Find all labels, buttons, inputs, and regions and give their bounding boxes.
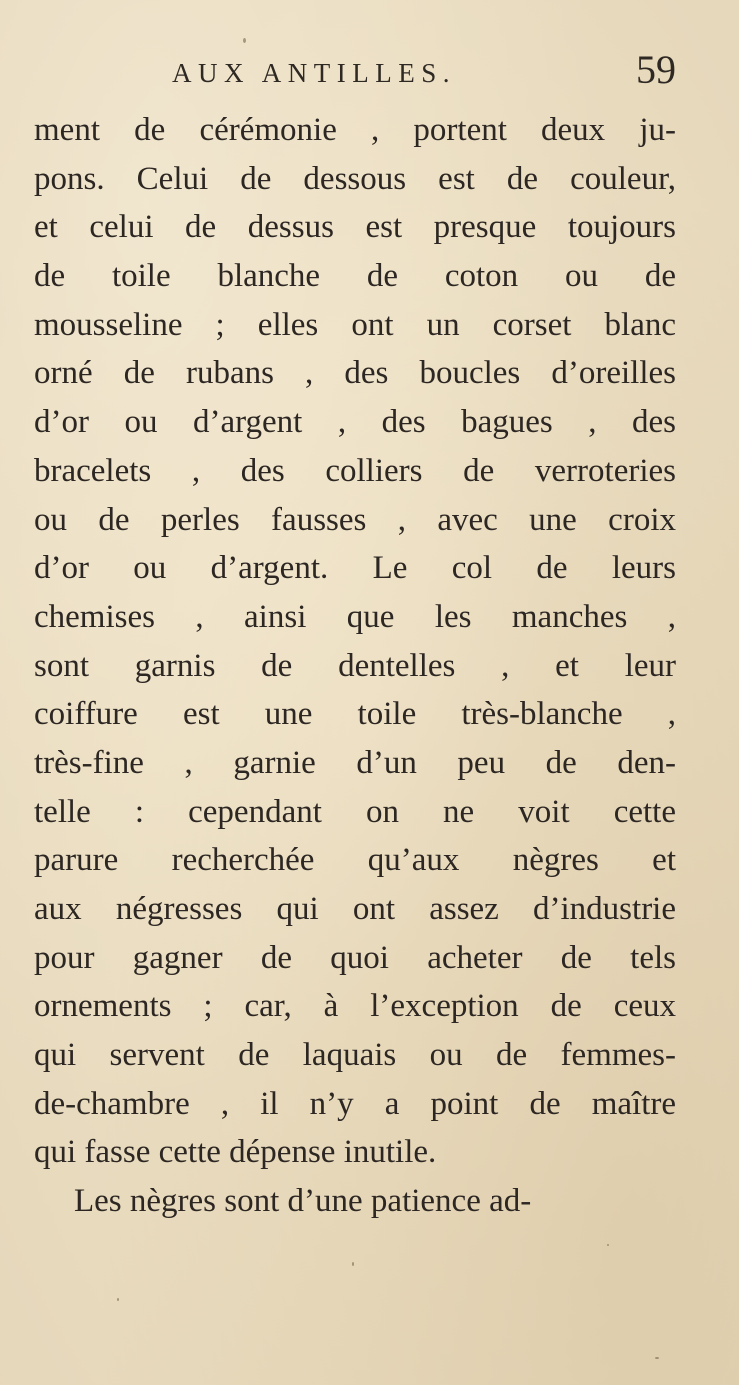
text-line: orné de rubans , des boucles d’oreilles [34, 355, 676, 392]
text-line: chemises , ainsi que les manches , [34, 598, 676, 635]
text-line: qui fasse cette dépense inutile. [34, 1134, 437, 1171]
paper-speck [607, 1244, 609, 1246]
text-line: mousseline ; elles ont un corset blanc [34, 306, 676, 343]
text-line: très-fine , garnie d’un peu de den- [34, 744, 676, 781]
text-line: de toile blanche de coton ou de [34, 258, 676, 295]
page-number: 59 [636, 47, 676, 92]
text-line: de-chambre , il n’y a point de maître [34, 1085, 676, 1122]
text-line: pons. Celui de dessous est de couleur, [34, 160, 676, 197]
text-line: pour gagner de quoi acheter de tels [34, 939, 676, 976]
text-line: telle : cependant on ne voit cette [34, 793, 676, 830]
text-line: ornements ; car, à l’exception de ceux [34, 988, 676, 1025]
text-line: coiffure est une toile très-blanche , [34, 696, 676, 733]
text-line: ou de perles fausses , avec une croix [34, 501, 676, 538]
body-text [34, 106, 676, 1226]
text-line: bracelets , des colliers de verroteries [34, 452, 676, 489]
text-line: sont garnis de dentelles , et leur [34, 647, 676, 684]
text-line: d’or ou d’argent , des bagues , des [34, 404, 676, 441]
running-title: AUX ANTILLES. [172, 58, 456, 88]
paper-speck [352, 1262, 354, 1266]
running-head [34, 47, 676, 102]
paper-speck [243, 38, 246, 43]
text-line: d’or ou d’argent. Le col de leurs [34, 550, 676, 587]
text-line: ment de cérémonie , portent deux ju- [34, 112, 676, 148]
paragraph-start-line: Les nègres sont d’une patience ad- [74, 1183, 532, 1220]
paper-speck [117, 1298, 119, 1301]
paper-speck [655, 1357, 659, 1359]
text-line: qui servent de laquais ou de femmes- [34, 1037, 676, 1074]
text-line: aux négresses qui ont assez d’industrie [34, 891, 676, 927]
text-line: et celui de dessus est presque toujours [34, 209, 676, 246]
text-line: parure recherchée qu’aux nègres et [34, 842, 676, 879]
